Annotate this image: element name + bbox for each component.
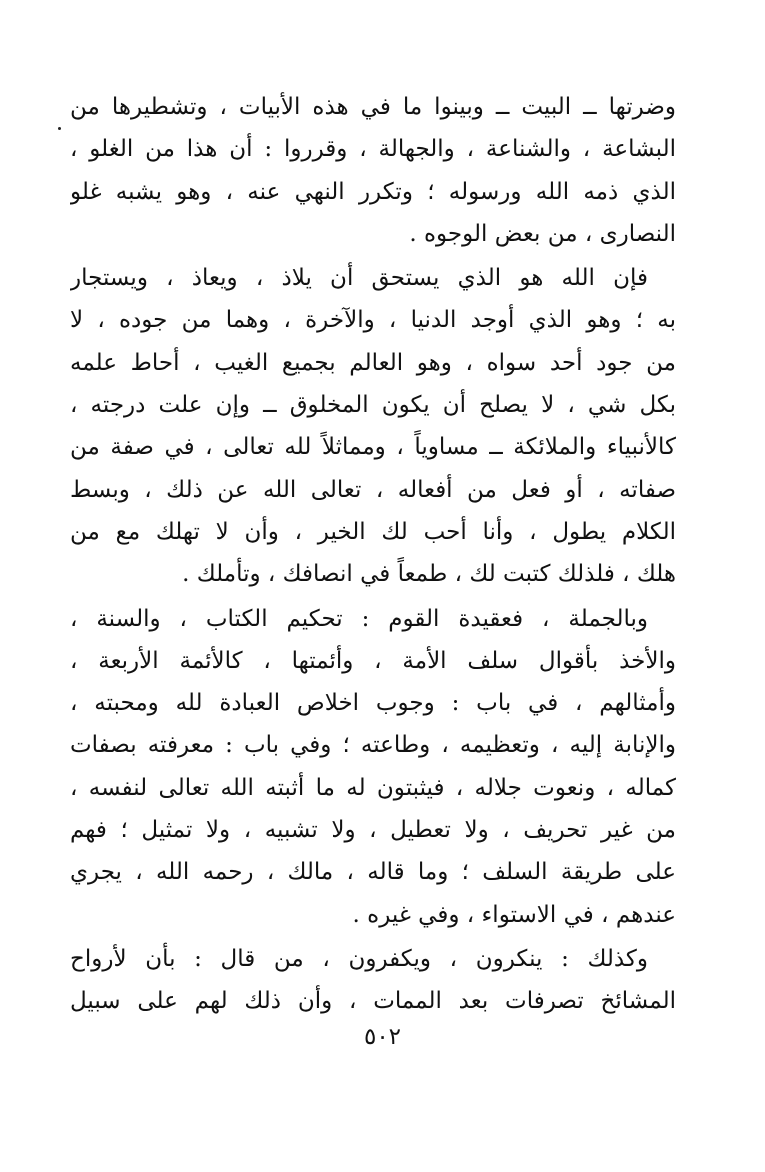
text-line: صفاته ، أو فعل من أفعاله ، تعالى الله عن ذلك ، وبسط: [70, 476, 676, 503]
text-line: الكلام يطول ، وأنا أحب لك الخير ، وأن لا تهلك مع من: [70, 518, 676, 545]
paragraph: [70, 598, 676, 936]
text-line: البشاعة ، والشناعة ، والجهالة ، وقرروا : أن هذا من الغلو ،: [70, 136, 676, 163]
text-line: فإن الله هو الذي يستحق أن يلاذ ، ويعاذ ، ويستجار: [70, 265, 648, 292]
text-line: وأمثالهم ، في باب : وجوب اخلاص العبادة لله ومحبته ،: [70, 690, 676, 717]
margin-dot: [58, 127, 61, 130]
text-line: به ؛ وهو الذي أوجد الدنيا ، والآخرة ، وهما من جوده ، لا: [70, 307, 676, 334]
text-line: من غير تحريف ، ولا تعطيل ، ولا تشبيه ، ولا تمثيل ؛ فهم: [70, 817, 676, 844]
paragraph: [70, 86, 676, 255]
text-line: على طريقة السلف ؛ وما قاله ، مالك ، رحمه الله ، يجري: [70, 859, 676, 886]
text-line: كماله ، ونعوت جلاله ، فيثبتون له ما أثبته الله تعالى لنفسه ،: [70, 774, 676, 801]
body-text: [70, 86, 676, 1023]
text-line: من جود أحد سواه ، وهو العالم بجميع الغيب ، أحاط علمه: [70, 349, 676, 376]
text-line: والأخذ بأقوال سلف الأمة ، وأئمتها ، كالأئمة الأربعة ،: [70, 647, 676, 674]
text-line: وكذلك : ينكرون ، ويكفرون ، من قال : بأن لأرواح: [70, 945, 648, 972]
paragraph: [70, 938, 676, 1023]
text-line: كالأنبياء والملائكة ــ مساوياً ، ومماثلاً لله تعالى ، في صفة من: [70, 434, 676, 461]
text-line: وبالجملة ، فعقيدة القوم : تحكيم الكتاب ، والسنة ،: [70, 605, 648, 632]
text-line: هلك ، فلذلك كتبت لك ، طمعاً في انصافك ، وتأملك .: [182, 561, 676, 588]
page-number: ٥٠٢: [363, 1024, 402, 1050]
text-line: النصارى ، من بعض الوجوه .: [409, 220, 676, 247]
text-line: المشائخ تصرفات بعد الممات ، وأن ذلك لهم على سبيل: [70, 988, 676, 1015]
text-line: والإنابة إليه ، وتعظيمه ، وطاعته ؛ وفي باب : معرفته بصفات: [70, 732, 676, 759]
text-line: بكل شي ، لا يصلح أن يكون المخلوق ــ وإن علت درجته ،: [70, 392, 676, 419]
text-line: الذي ذمه الله ورسوله ؛ وتكرر النهي عنه ، وهو يشبه غلو: [70, 178, 676, 205]
text-line: عندهم ، في الاستواء ، وفي غيره .: [352, 901, 676, 928]
paragraph: [70, 257, 676, 595]
text-line: وضرتها ــ البيت ــ وبينوا ما في هذه الأبيات ، وتشطيرها من: [70, 94, 676, 120]
